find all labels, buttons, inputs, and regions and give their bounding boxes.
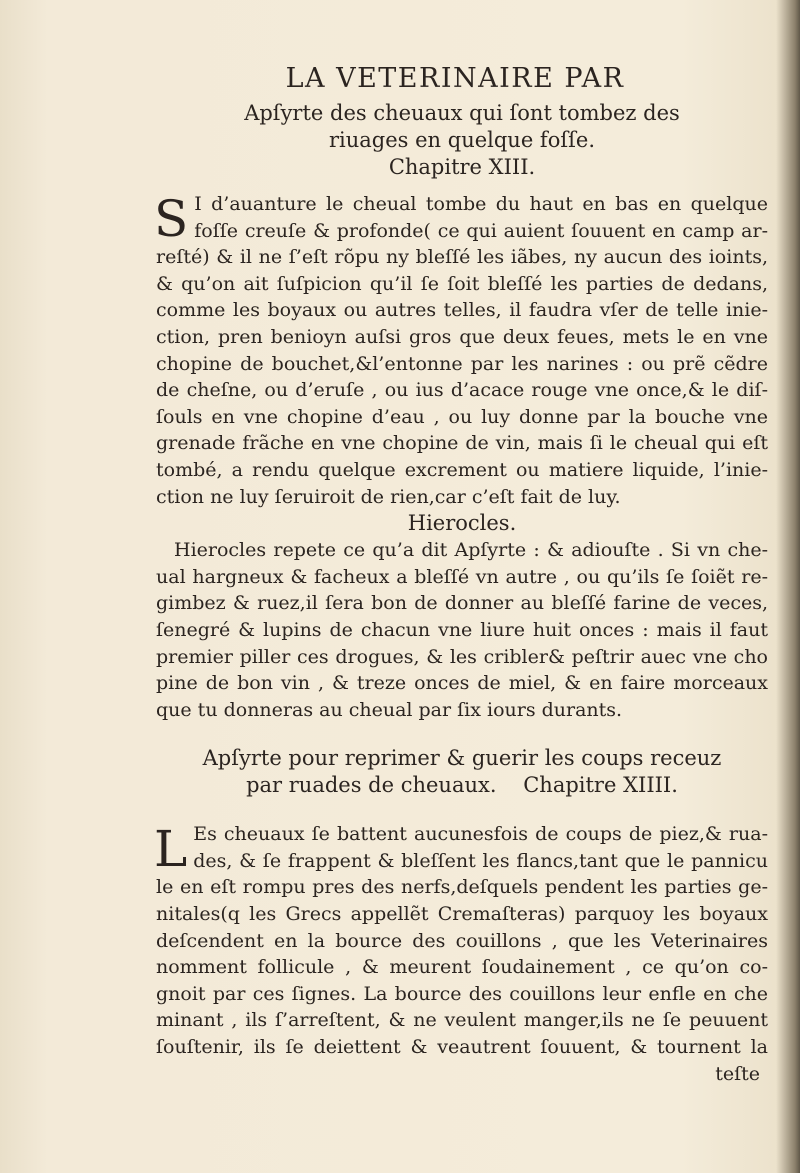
text-line: reſté) & il ne ſ’eſt rõpu ny bleſſé les iãbes, ny aucun des ioints, bbox=[156, 246, 768, 269]
text-line: que tu donneras au cheual par ſix iours durants. bbox=[156, 698, 623, 721]
chapter-14-body bbox=[156, 821, 768, 1060]
chapter-13-title-line-1: Apſyrte des cheuaux qui ſont tombez des bbox=[244, 101, 680, 125]
text-line: minant , ils ſ’arreſtent, & ne veulent manger,ils ne ſe peuuent bbox=[156, 1009, 768, 1032]
text-line: grenade frãche en vne chopine de vin, mais ſi le cheual qui eſt bbox=[156, 432, 768, 455]
text-line: nitales(q les Grecs appellẽt Cremaſteras) parquoy les boyaux bbox=[156, 903, 768, 926]
chapter-14-title-line-1: Apſyrte pour reprimer & guerir les coups receuz bbox=[202, 746, 722, 771]
catchword: teſte bbox=[715, 1062, 760, 1085]
dropcap-l: L bbox=[154, 820, 188, 879]
text-line: gnoit par ces ſignes. La bource des couillons leur enfle en che bbox=[156, 982, 768, 1005]
text-line: deſcendent en la bource des couillons , que les Veterinaires bbox=[156, 929, 768, 952]
text-line: Es cheuaux ſe battent aucunesfois de coups de piez,& rua- bbox=[193, 823, 768, 846]
page-text bbox=[156, 58, 768, 1087]
text-line: chopine de bouchet,&l’entonne par les narines : ou prẽ cẽdre bbox=[156, 352, 768, 375]
text-line: ction, pren benioyn auſsi gros que deux feues, mets le en vne bbox=[156, 325, 768, 348]
chapter-13-title-line-2: riuages en quelque foſſe. bbox=[329, 128, 595, 152]
text-line: ction ne luy ſeruiroit de rien,car c’eſt fait de luy. bbox=[156, 485, 621, 508]
text-line: ual hargneux & facheux a bleſſé vn autre , ou qu’ils ſe ſoiẽt re- bbox=[156, 565, 768, 588]
running-head: LA VETERINAIRE PAR bbox=[285, 63, 625, 94]
text-line: premier piller ces drogues, & les cribler& peſtrir auec vne cho bbox=[156, 645, 768, 668]
text-line: le en eſt rompu pres des nerfs,deſquels pendent les parties ge- bbox=[156, 876, 768, 899]
text-line: ſouls en vne chopine d’eau , ou luy donne par la bouche vne bbox=[156, 405, 768, 428]
text-line: nomment follicule , & meurent ſoudainement , ce qu’on co- bbox=[156, 956, 768, 979]
text-line: des, & ſe frappent & bleſſent les flancs,tant que le pannicu bbox=[193, 849, 768, 872]
text-line: I d’auanture le cheual tombe du haut en bas en quelque bbox=[194, 193, 768, 215]
chapter-13-body bbox=[156, 191, 768, 510]
dropcap-s: S bbox=[154, 190, 189, 248]
text-line: comme les boyaux ou autres telles, il faudra vſer de telle inie- bbox=[156, 299, 768, 322]
text-line: pine de bon vin , & treze onces de miel, & en faire morceaux bbox=[156, 672, 768, 695]
text-line: de cheſne, ou d’eruſe , ou ius d’acace rouge vne once,& le diſ- bbox=[156, 379, 768, 402]
hierocles-heading: Hierocles. bbox=[407, 511, 517, 536]
text-line: & qu’on ait ſuſpicion qu’il ſe ſoit bleſſé les parties de dedans, bbox=[156, 272, 768, 295]
text-line: foſſe creuſe & profonde( ce qui auient ſouuent en camp ar- bbox=[194, 219, 768, 242]
hierocles-body bbox=[156, 537, 768, 723]
text-line: ſenegré & lupins de chacun vne liure huit onces : mais il faut bbox=[156, 618, 768, 641]
chapter-14-title-line-2: par ruades de cheuaux. Chapitre XIIII. bbox=[246, 773, 678, 798]
text-line: ſouſtenir, ils ſe deiettent & veautrent ſouuent, & tournent la bbox=[156, 1036, 768, 1059]
text-line: gimbez & ruez,il ſera bon de donner au bleſſé farine de veces, bbox=[156, 592, 768, 615]
text-line: Hierocles repete ce qu’a dit Apſyrte : & adiouſte . Si vn che- bbox=[174, 539, 768, 562]
text-line: tombé, a rendu quelque excrement ou matiere liquide, l’inie- bbox=[156, 458, 768, 481]
chapter-13-number: Chapitre XIII. bbox=[388, 155, 536, 179]
